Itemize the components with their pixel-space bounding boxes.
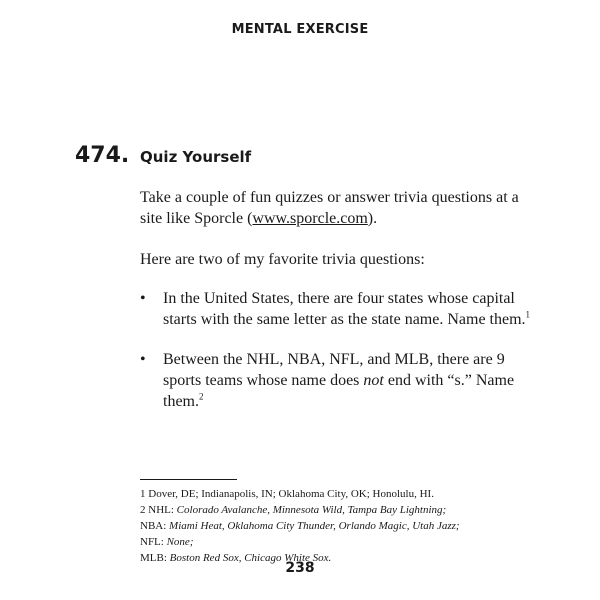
footnote-2-nfl: [140, 534, 580, 550]
footnote-label: 2 NHL:: [140, 504, 174, 516]
footnote-text: Colorado Avalanche, Minnesota Wild, Tampa Bay Lightning;: [176, 504, 447, 516]
tip-number: 474.: [75, 143, 130, 168]
footnote-text: Dover, DE; Indianapolis, IN; Oklahoma City, OK; Honolulu, HI.: [148, 488, 434, 500]
intro-paragraph: [140, 187, 540, 229]
footnote-2-nhl: [140, 502, 580, 518]
footnote-ref-2[interactable]: 2: [199, 391, 204, 402]
question-2-emphasis: not: [363, 372, 384, 389]
running-header: MENTAL EXERCISE: [231, 22, 369, 37]
lead-paragraph: Here are two of my favorite trivia questions:: [140, 251, 425, 268]
footnote-label: NFL:: [140, 536, 164, 548]
question-2-text-b: end with “s.” Name them.: [163, 372, 515, 410]
page-number: 238: [285, 560, 315, 576]
footnote-label: 1: [140, 488, 146, 500]
question-1-text: In the United States, there are four states whose capital starts with the same letter as the state name. Name them.: [163, 290, 526, 328]
question-text: [163, 288, 533, 330]
bullet-icon: •: [140, 351, 146, 368]
footnote-label: NBA:: [140, 520, 167, 532]
intro-end: ).: [367, 210, 378, 227]
question-2-text-a: Between the NHL, NBA, NFL, and MLB, there are 9 sports teams whose name does: [163, 351, 505, 389]
footnote-ref-1[interactable]: 1: [525, 309, 531, 320]
footnote-label: MLB:: [140, 552, 167, 564]
footnote-2-nba: [140, 518, 580, 534]
question-text: [163, 349, 533, 412]
footnote-text: None;: [166, 536, 194, 548]
intro-text: Take a couple of fun quizzes or answer trivia questions at a site like Sporcle (: [140, 189, 519, 227]
footnote-1: [140, 486, 580, 502]
sporcle-link[interactable]: www.sporcle.com: [252, 210, 368, 227]
bullet-icon: •: [140, 290, 146, 307]
footnote-divider: [140, 479, 237, 480]
footnote-text: Miami Heat, Oklahoma City Thunder, Orlando Magic, Utah Jazz;: [169, 520, 460, 532]
tip-title: Quiz Yourself: [140, 148, 252, 166]
footnotes: [140, 486, 580, 566]
footnote-text: Boston Red Sox, Chicago White Sox.: [169, 552, 332, 564]
